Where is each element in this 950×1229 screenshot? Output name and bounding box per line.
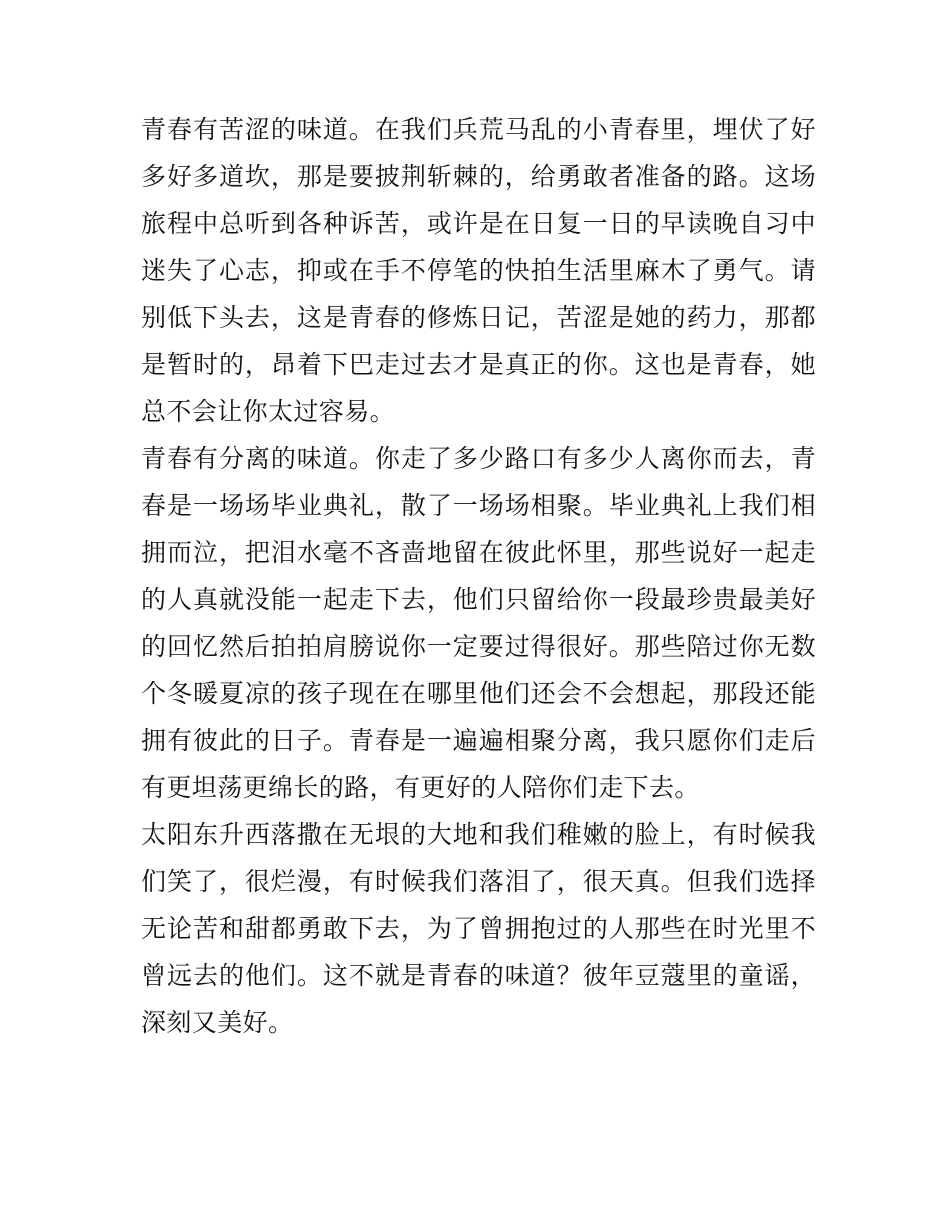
document-body bbox=[141, 106, 816, 1046]
paragraph-2: 青春有分离的味道。你走了多少路口有多少人离你而去，青春是一场场毕业典礼，散了一场场相聚。毕业典礼上我们相拥而泣，把泪水毫不吝啬地留在彼此怀里，那些说好一起走的人真就没能一起走下去，他们只留给你一段最珍贵最美好的回忆然后拍拍肩膀说你一定要过得很好。那些陪过你无数个冬暖夏凉的孩子现在在哪里他们还会不会想起，那段还能拥有彼此的日子。青春是一遍遍相聚分离，我只愿你们走后有更坦荡更绵长的路，有更好的人陪你们走下去。 bbox=[141, 444, 816, 802]
paragraph-1: 青春有苦涩的味道。在我们兵荒马乱的小青春里，埋伏了好多好多道坎，那是要披荆斩棘的，给勇敢者准备的路。这场旅程中总听到各种诉苦，或许是在日复一日的早读晚自习中迷失了心志，抑或在手不停笔的快拍生活里麻木了勇气。请别低下头去，这是青春的修炼日记，苦涩是她的药力，那都是暂时的，昂着下巴走过去才是真正的你。这也是青春，她总不会让你太过容易。 bbox=[141, 115, 816, 426]
paragraph-3: 太阳东升西落撒在无垠的大地和我们稚嫩的脸上，有时候我们笑了，很烂漫，有时候我们落泪了，很天真。但我们选择无论苦和甜都勇敢下去，为了曾拥抱过的人那些在时光里不曾远去的他们。这不就是青春的味道？彼年豆蔻里的童谣，深刻又美好。 bbox=[141, 820, 816, 1037]
